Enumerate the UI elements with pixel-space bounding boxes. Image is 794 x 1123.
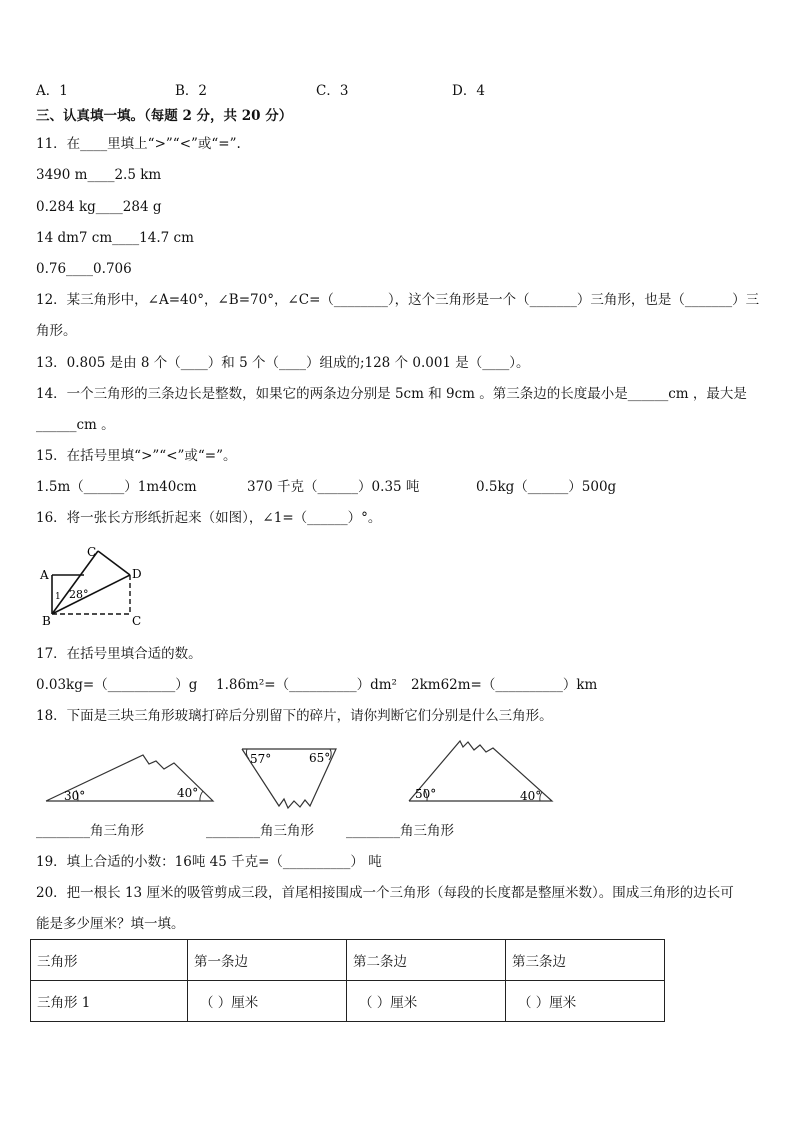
table-cell: （ ）厘米 [506,981,665,1022]
q16-label-c-bottom: C [132,614,142,628]
q17-item-3: 2km62m=（__________）km [411,677,598,693]
section-3-title: 三、认真填一填。（每题 2 分，共 20 分） [36,108,293,124]
q10-option-a: A．1 [36,83,68,99]
q11-item-4: 0.76____0.706 [36,261,132,277]
q12-line-2: 角形。 [36,323,77,339]
q20-line-2: 能是多少厘米？填一填。 [36,916,185,932]
table-header-cell: 三角形 [31,940,188,981]
q11-stem: 11．在____里填上“>”“<”或“=”. [36,136,241,152]
table-header-row [31,940,665,981]
q12-line-1: 12．某三角形中，∠A=40°，∠B=70°，∠C=（________），这个三角形是一个（_______）三角形，也是（_______）三 [36,292,760,308]
q16-label-c-top: C [87,545,97,559]
q16-stem: 16．将一张长方形纸折起来（如图），∠1=（______）°。 [36,510,382,526]
table-header-cell: 第三条边 [506,940,665,981]
q18-shard-2-left-angle: 57° [250,752,272,766]
table-header-cell: 第一条边 [188,940,347,981]
q11-item-1: 3490 m____2.5 km [36,167,162,183]
q18-answer-1: ________角三角形 [36,823,144,839]
q10-option-b: B．2 [175,83,208,99]
q16-label-a: A [40,568,49,582]
q15-item-1: 1.5m（______）1m40cm [36,479,197,495]
q11-item-2: 0.284 kg____284 g [36,199,162,215]
table-header-cell: 第二条边 [347,940,506,981]
q18-answer-3: ________角三角形 [346,823,454,839]
q17-item-2: 1.86m²=（__________）dm² [216,677,397,693]
q13: 13．0.805 是由 8 个（____）和 5 个（____）组成的;128 个 0.001 是（____）。 [36,355,530,371]
q18-shard-1-right-angle: 40° [177,786,199,800]
q20-line-1: 20．把一根长 13 厘米的吸管剪成三段，首尾相接围成一个三角形（每段的长度都是整厘米数）。围成三角形的边长可 [36,885,734,901]
q16-label-d: D [132,567,142,581]
q20-table [30,939,665,1022]
q11-item-3: 14 dm7 cm____14.7 cm [36,230,194,246]
q18-shard-3-right-angle: 40° [520,789,542,803]
q18-shard-2-right-angle: 65° [309,751,331,765]
q15-item-3: 0.5kg（______）500g [476,479,617,495]
q15-stem: 15．在括号里填“>”“<”或“=”。 [36,448,237,464]
table-cell: 三角形 1 [31,981,188,1022]
table-cell: （ ）厘米 [347,981,506,1022]
q10-option-c: C．3 [316,83,349,99]
q15-item-2: 370 千克（______）0.35 吨 [247,479,420,495]
q14-line-1: 14．一个三角形的三条边长是整数，如果它的两条边分别是 5cm 和 9cm 。第三条边的长度最小是______cm ，最大是 [36,386,747,402]
q10-option-d: D．4 [452,83,485,99]
q19: 19．填上合适的小数：16吨 45 千克=（__________） 吨 [36,854,382,870]
q16-angle-1-label: 1 [55,592,61,602]
q18-answer-2: ________角三角形 [206,823,314,839]
q18-stem: 18．下面是三块三角形玻璃打碎后分别留下的碎片，请你判断它们分别是什么三角形。 [36,708,553,724]
q16-angle-28-label: 28° [69,588,89,601]
q17-item-1: 0.03kg=（__________）g [36,677,198,693]
q17-stem: 17．在括号里填合适的数。 [36,646,202,662]
q18-shard-1-left-angle: 30° [64,789,86,803]
q14-line-2: ______cm 。 [36,417,115,433]
table-row [31,981,665,1022]
q18-shard-3-left-angle: 50° [415,787,437,801]
q16-label-b: B [42,614,51,628]
table-cell: （ ）厘米 [188,981,347,1022]
